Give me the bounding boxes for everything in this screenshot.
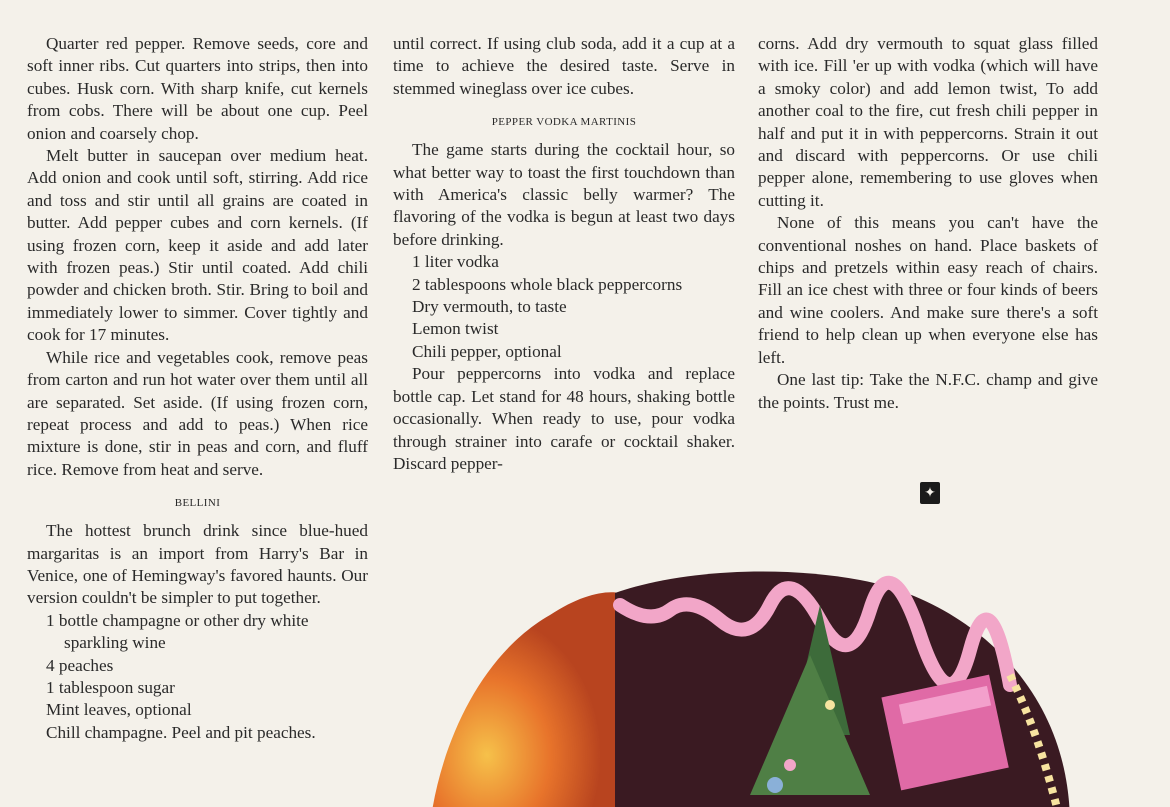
ingredient-item: Chili pepper, optional [412,341,562,361]
column-3 [758,33,1098,414]
ingredient-item: Lemon twist [412,319,499,339]
paragraph: Chill champagne. Peel and pit peaches. [46,722,316,742]
section-heading-pepper-vodka-martinis: PEPPER VODKA MARTINIS [491,116,637,129]
ingredient-item: Mint leaves, optional [46,700,192,720]
paragraph: None of this means you can't have the conventional noshes on hand. Place baskets of chips and pretzels within easy reach of chairs. Fill an ice chest with three or four kinds of beers and wine coolers. And make sure there's a soft friend to help clean up when everyone else has left. [758,213,1098,367]
paragraph: The hottest brunch drink since blue-hued margaritas is an import from Harry's Bar in Venice, one of Hemingway's favored haunts. Our version couldn't be simpler to put together. [27,521,368,608]
paragraph: until correct. If using club soda, add it a cup at a time to achieve the desired taste. Serve in stemmed wineglass over ice cubes. [393,34,735,98]
column-1 [27,33,368,744]
ingredient-item: 2 tablespoons whole black peppercorns [412,274,683,294]
ornament-shape [767,777,783,793]
ingredient-item: 1 bottle champagne or other dry white sparkling wine [46,610,309,653]
paragraph: corns. Add dry vermouth to squat glass filled with ice. Fill 'er up with vodka (which will have a smoky color) and add lemon twist, To add another coal to the fire, cut fresh chili pepper in half and put it in with peppercorns. Strain it out and discard with peppercorns. Or use chili pepper alone, remembering to use gloves when cutting it. [758,34,1098,210]
ornament-shape [825,700,835,710]
ornament-shape [784,759,796,771]
paragraph: The game starts during the cocktail hour, so what better way to toast the first touchdown than with America's classic belly warmer? The flavoring of the vodka is begun at least two days before drinking. [393,140,735,249]
ingredient-item: 4 peaches [46,655,114,675]
paragraph: One last tip: Take the N.F.C. champ and give the points. Trust me. [758,370,1098,412]
ingredient-item: Dry vermouth, to taste [412,297,567,317]
warm-glow-shape [430,592,620,807]
paragraph: Quarter red pepper. Remove seeds, core and soft inner ribs. Cut quarters into strips, then into cubes. Husk corn. With sharp knife, cut kernels from cobs. There will be about one cup. Peel onion and coarsely chop. [27,34,368,143]
party-illustration [420,565,1100,807]
paragraph: Melt butter in saucepan over medium heat. Add onion and cook until soft, stirring. Add rice and toss and stir until all grains are coated in butter. Add pepper cubes and corn kernels. (If using frozen corn, keep it aside and add later with frozen peas.) Stir until coated. Add chili powder and chicken broth. Stir. Bring to boil and immediately lower to simmer. Cover tightly and cook for 17 minutes. [27,146,368,345]
rabbit-head-end-mark-icon: ✦ [920,482,940,504]
paragraph: Pour peppercorns into vodka and replace bottle cap. Let stand for 48 hours, shaking bottle occasionally. When ready to use, pour vodka through strainer into carafe or cocktail shaker. Discard pepper- [393,364,735,473]
ingredient-item: 1 tablespoon sugar [46,677,175,697]
ingredient-item: 1 liter vodka [412,252,499,272]
paragraph: While rice and vegetables cook, remove peas from carton and run hot water over them until all are separated. Set aside. (If using frozen corn, repeat process and add to peas.) When rice mixture is done, stir in peas and corn, and fluff rice. Remove from heat and serve. [27,347,368,479]
column-2 [393,33,735,475]
section-heading-bellini: BELLINI [174,497,221,510]
